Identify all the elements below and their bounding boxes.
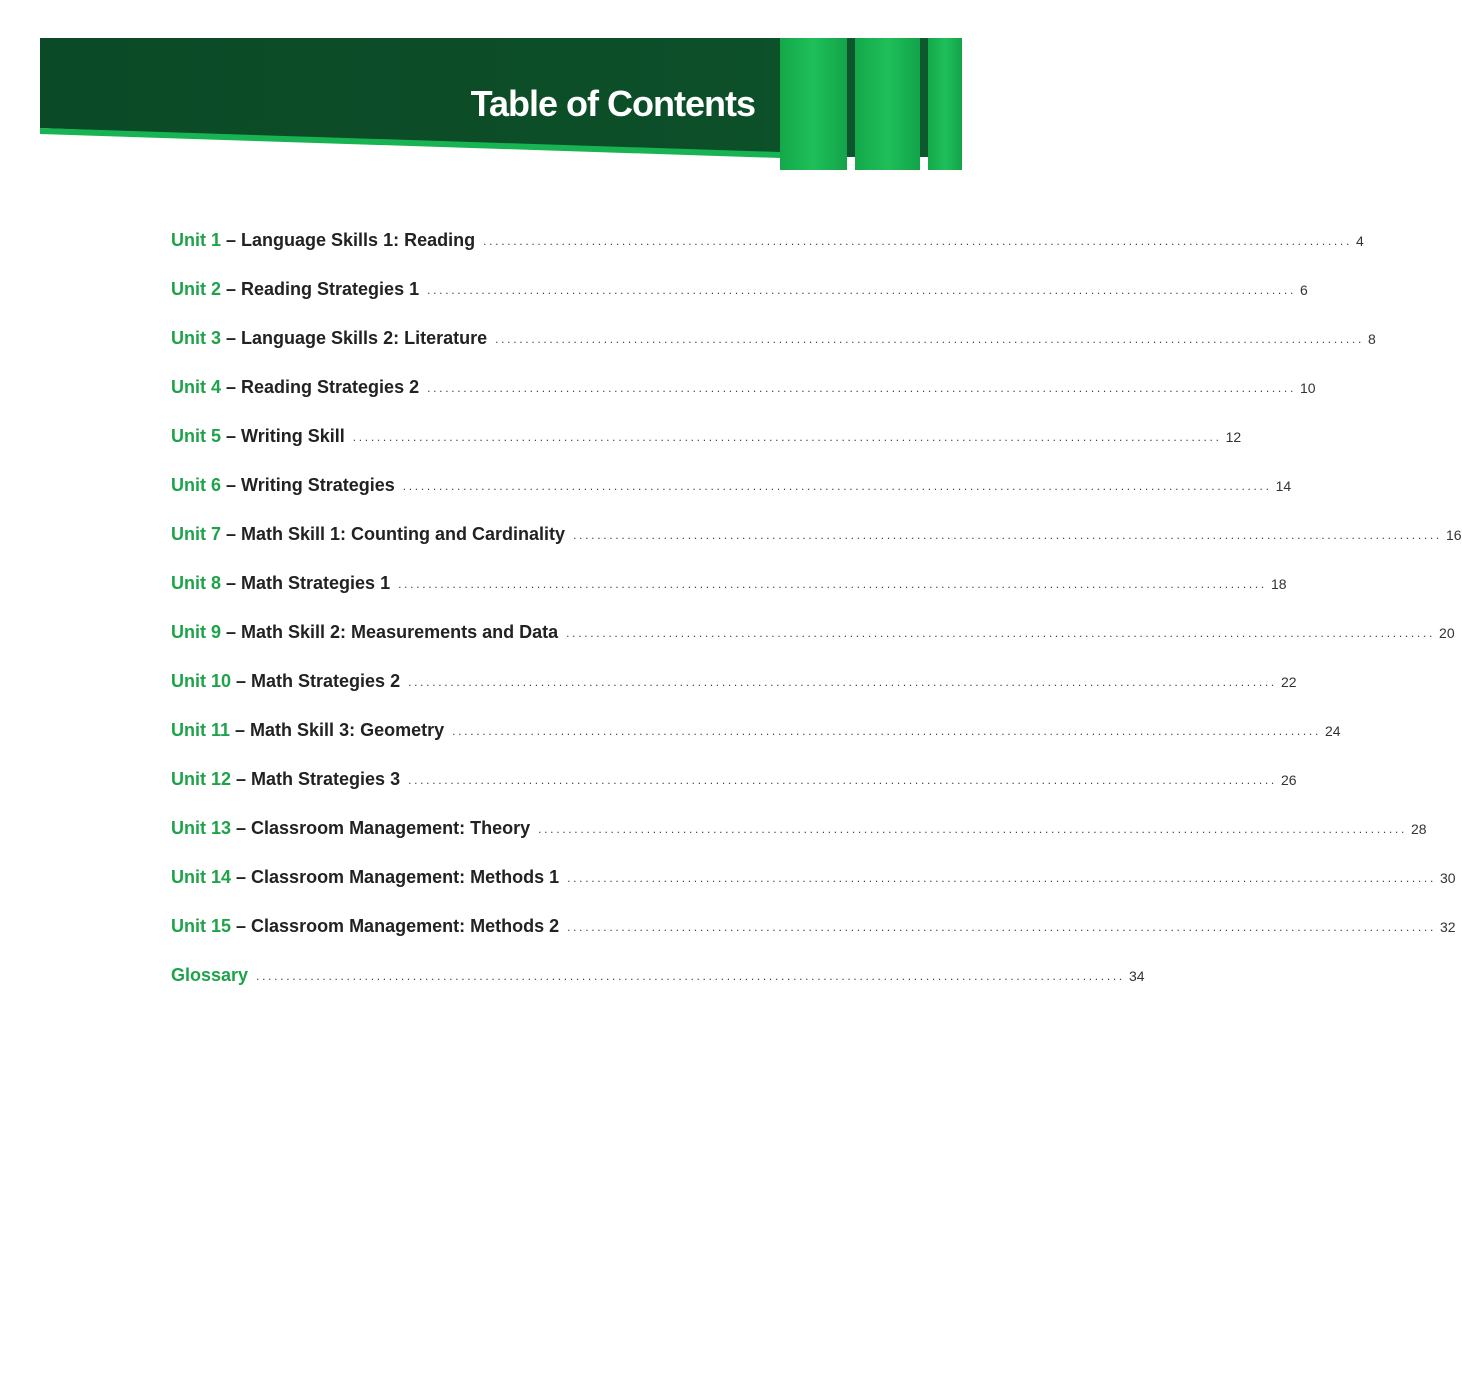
toc-entry[interactable] xyxy=(171,226,1364,275)
toc-entry[interactable] xyxy=(171,863,1456,912)
entry-title: Classroom Management: Methods 1 xyxy=(251,867,560,887)
toc-entry[interactable] xyxy=(171,961,1145,1010)
toc-entry[interactable] xyxy=(171,324,1376,373)
title-separator: – xyxy=(231,818,252,838)
page-number: 26 xyxy=(1280,772,1297,788)
title-separator: – xyxy=(221,328,242,348)
entry-title: Language Skills 2: Literature xyxy=(241,328,488,348)
toc-entry[interactable] xyxy=(171,912,1456,961)
page-number: 30 xyxy=(1440,870,1456,886)
page-number: 32 xyxy=(1440,919,1456,935)
title-separator: – xyxy=(231,916,252,936)
toc-entry[interactable] xyxy=(171,765,1297,814)
dot-leader: ................................................................................................................................................ xyxy=(573,528,1442,542)
unit-label: Unit 8 xyxy=(171,573,222,593)
dot-leader: ................................................................................................................................................ xyxy=(538,822,1407,836)
toc-entry[interactable] xyxy=(171,373,1316,422)
page-number: 22 xyxy=(1280,674,1297,690)
entry-title: Math Skill 3: Geometry xyxy=(250,720,445,740)
entry-title: Math Skill 1: Counting and Cardinality xyxy=(241,524,566,544)
entry-title: Classroom Management: Methods 2 xyxy=(251,916,560,936)
title-separator: – xyxy=(231,867,252,887)
banner-stripe-3 xyxy=(928,38,962,170)
title-separator: – xyxy=(221,524,242,544)
title-separator: – xyxy=(221,377,242,397)
title-separator: – xyxy=(231,671,252,691)
unit-label: Glossary xyxy=(171,965,249,985)
entry-title: Math Strategies 1 xyxy=(241,573,391,593)
dot-leader: ................................................................................................................................................ xyxy=(483,234,1352,248)
page-number: 28 xyxy=(1411,821,1427,837)
page-number: 4 xyxy=(1356,233,1364,249)
table-of-contents xyxy=(171,226,1462,1010)
unit-label: Unit 1 xyxy=(171,230,222,250)
page-number: 34 xyxy=(1128,968,1145,984)
header-banner xyxy=(0,0,1000,180)
unit-label: Unit 6 xyxy=(171,475,222,495)
unit-label: Unit 7 xyxy=(171,524,222,544)
toc-entry[interactable] xyxy=(171,275,1308,324)
unit-label: Unit 5 xyxy=(171,426,222,446)
unit-label: Unit 4 xyxy=(171,377,222,397)
unit-label: Unit 2 xyxy=(171,279,222,299)
entry-title: Classroom Management: Theory xyxy=(251,818,531,838)
unit-label: Unit 9 xyxy=(171,622,222,642)
page-number: 6 xyxy=(1300,282,1308,298)
banner-stripe-1 xyxy=(780,38,847,170)
dot-leader: ................................................................................................................................................ xyxy=(352,430,1222,444)
dot-leader: ................................................................................................................................................ xyxy=(427,283,1296,297)
entry-title: Math Strategies 2 xyxy=(251,671,401,691)
entry-title: Math Skill 2: Measurements and Data xyxy=(241,622,559,642)
unit-label: Unit 12 xyxy=(171,769,232,789)
page-number: 18 xyxy=(1270,576,1287,592)
page-number: 10 xyxy=(1300,380,1316,396)
entry-title: Math Strategies 3 xyxy=(251,769,401,789)
toc-entry[interactable] xyxy=(171,471,1292,520)
page-number: 24 xyxy=(1325,723,1341,739)
toc-entry[interactable] xyxy=(171,667,1297,716)
toc-entry[interactable] xyxy=(171,814,1427,863)
page-number: 20 xyxy=(1439,625,1455,641)
entry-title: Reading Strategies 2 xyxy=(241,377,420,397)
unit-label: Unit 14 xyxy=(171,867,232,887)
page-number: 14 xyxy=(1275,478,1292,494)
dot-leader: ................................................................................................................................................ xyxy=(427,381,1296,395)
title-separator: – xyxy=(230,720,251,740)
dot-leader: ................................................................................................................................................ xyxy=(402,479,1272,493)
title-separator: – xyxy=(221,279,242,299)
entry-title: Writing Strategies xyxy=(241,475,395,495)
entry-title: Language Skills 1: Reading xyxy=(241,230,476,250)
dot-leader: ................................................................................................................................................ xyxy=(567,920,1436,934)
page-number: 12 xyxy=(1225,429,1242,445)
dot-leader: ................................................................................................................................................ xyxy=(452,724,1322,738)
toc-entry[interactable] xyxy=(171,520,1462,569)
title-separator: – xyxy=(221,426,242,446)
title-separator: – xyxy=(221,573,242,593)
dot-leader: ................................................................................................................................................ xyxy=(408,675,1277,689)
title-separator: – xyxy=(221,622,242,642)
entry-title: Reading Strategies 1 xyxy=(241,279,420,299)
banner-stripe-2 xyxy=(855,38,920,170)
dot-leader: ................................................................................................................................................ xyxy=(398,577,1267,591)
title-separator: – xyxy=(221,475,242,495)
dot-leader: ................................................................................................................................................ xyxy=(566,626,1436,640)
dot-leader: ................................................................................................................................................ xyxy=(408,773,1277,787)
dot-leader: ................................................................................................................................................ xyxy=(495,332,1365,346)
toc-entry[interactable] xyxy=(171,569,1287,618)
dot-leader: ................................................................................................................................................ xyxy=(567,871,1436,885)
toc-entry[interactable] xyxy=(171,716,1341,765)
page-number: 8 xyxy=(1368,331,1376,347)
title-separator: – xyxy=(221,230,242,250)
unit-label: Unit 15 xyxy=(171,916,232,936)
unit-label: Unit 3 xyxy=(171,328,222,348)
unit-label: Unit 13 xyxy=(171,818,232,838)
unit-label: Unit 10 xyxy=(171,671,232,691)
title-separator: – xyxy=(231,769,252,789)
toc-entry[interactable] xyxy=(171,618,1455,667)
unit-label: Unit 11 xyxy=(171,720,231,740)
entry-title: Writing Skill xyxy=(241,426,345,446)
page-number: 16 xyxy=(1445,527,1462,543)
page-title: Table of Contents xyxy=(470,83,755,124)
dot-leader: ................................................................................................................................................ xyxy=(256,969,1125,983)
toc-entry[interactable] xyxy=(171,422,1242,471)
